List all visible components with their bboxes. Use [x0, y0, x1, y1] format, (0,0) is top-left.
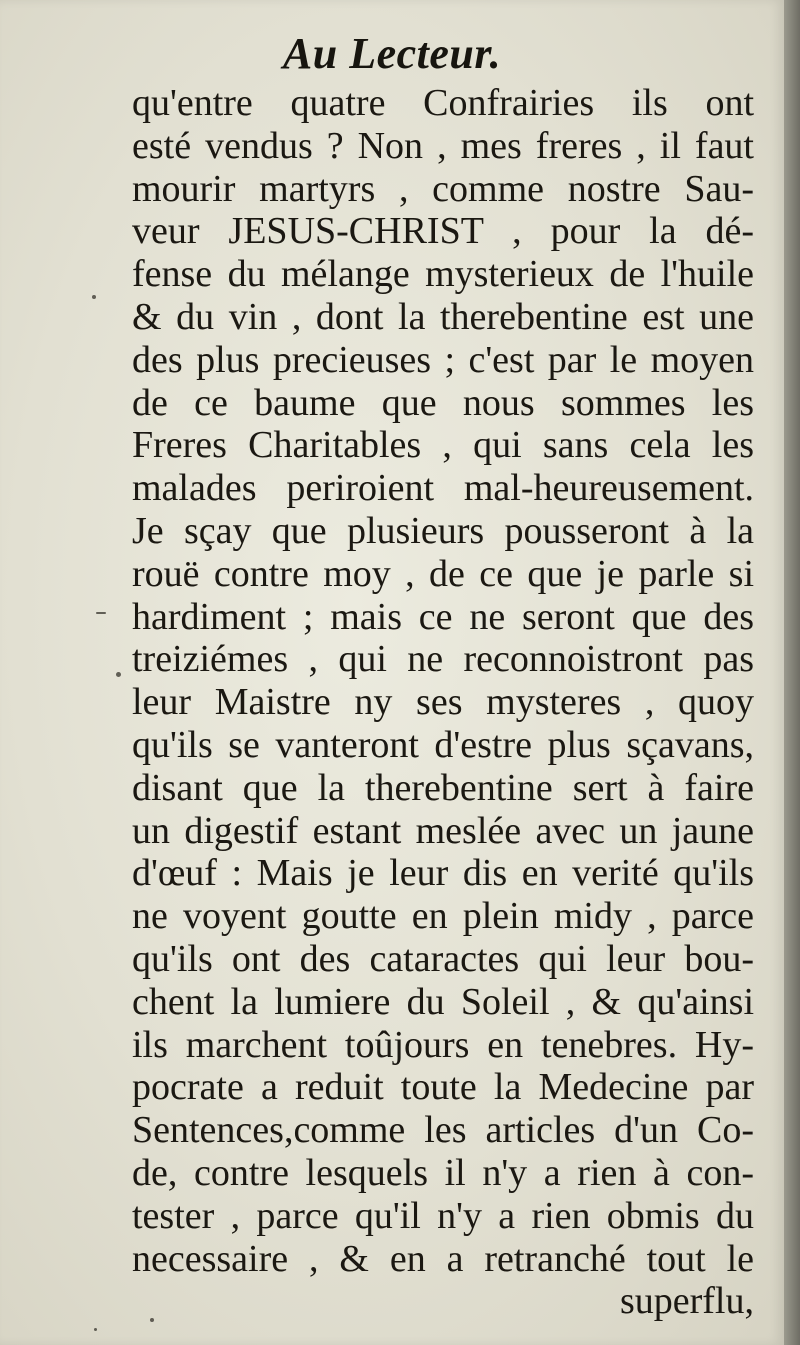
catchword-line: superflu,	[619, 1280, 754, 1323]
text-line: pocrate a reduit toute la Medecine par	[132, 1066, 754, 1109]
text-line: d'œuf : Mais je leur dis en verité qu'ils	[132, 852, 754, 895]
text-line: de, contre lesquels il n'y a rien à con-	[132, 1151, 754, 1194]
text-line: & du vin , dont la therebentine est une	[132, 295, 754, 338]
ink-spot	[94, 1328, 97, 1331]
text-line: mourir martyrs , comme nostre Sau-	[132, 167, 754, 210]
text-line: ils marchent toûjours en tenebres. Hy-	[132, 1023, 754, 1066]
running-header: Au Lecteur.	[282, 29, 502, 78]
text-line: treiziémes , qui ne reconnoistront pas	[132, 638, 754, 681]
text-line: tester , parce qu'il n'y a rien obmis du	[132, 1194, 754, 1237]
text-line: qu'entre quatre Confrairies ils ont	[132, 82, 754, 124]
text-line: qu'ils ont des cataractes qui leur bou-	[132, 937, 754, 980]
text-line: des plus precieuses ; c'est par le moyen	[132, 338, 754, 381]
text-line: necessaire , & en a retranché tout le	[132, 1237, 754, 1280]
ink-spot	[92, 295, 96, 299]
text-line: ne voyent goutte en plein midy , parce	[132, 895, 754, 938]
body-text	[132, 82, 754, 1323]
text-line: Freres Charitables , qui sans cela les	[132, 424, 754, 467]
text-line: rouë contre moy , de ce que je parle si	[132, 552, 754, 595]
ink-spot	[96, 612, 106, 614]
text-line: hardiment ; mais ce ne seront que des	[132, 595, 754, 638]
page-edge	[784, 0, 800, 1345]
text-line: de ce baume que nous sommes les	[132, 381, 754, 424]
text-line: Je sçay que plusieurs pousseront à la	[132, 509, 754, 552]
text-line: chent la lumiere du Soleil , & qu'ainsi	[132, 980, 754, 1023]
text-line: un digestif estant meslée avec un jaune	[132, 809, 754, 852]
text-line: qu'ils se vanteront d'estre plus sçavans,	[132, 723, 754, 766]
text-line: Sentences,comme les articles d'un Co-	[132, 1109, 754, 1152]
text-line: esté vendus ? Non , mes freres , il faut	[132, 124, 754, 167]
ink-spot	[116, 672, 121, 677]
text-line: disant que la therebentine sert à faire	[132, 766, 754, 809]
text-line: malades periroient mal-heureusement.	[132, 467, 754, 510]
text-line: veur JESUS-CHRIST , pour la dé-	[132, 210, 754, 253]
text-line: fense du mélange mysterieux de l'huile	[132, 253, 754, 296]
text-line: leur Maistre ny ses mysteres , quoy	[132, 681, 754, 724]
ink-spot	[150, 1318, 154, 1322]
